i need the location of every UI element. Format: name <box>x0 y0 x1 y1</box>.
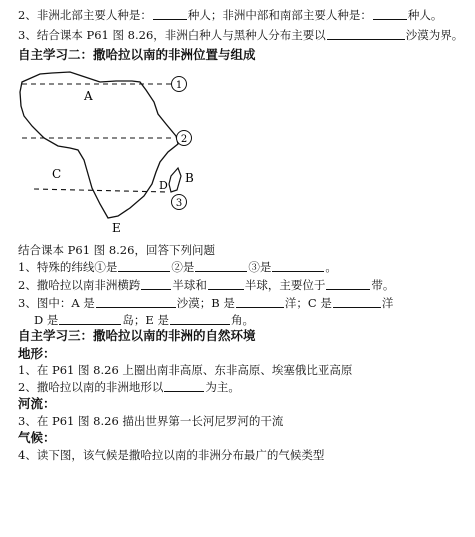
q2-text-c: 种人。 <box>407 8 443 22</box>
s3-text-b: 沙漠；B 是 <box>176 296 235 310</box>
q3-text-a: 3、结合课本 P61 图 8.26，非洲白种人与黑种人分布主要以 <box>18 28 326 42</box>
d2-text-a: 2、撒哈拉以南的非洲地形以 <box>18 380 164 394</box>
answer-blank[interactable] <box>236 296 284 308</box>
section-heading-3: 自主学习三：撒哈拉以南的非洲的自然环境 <box>18 328 256 343</box>
s3-text-c: 洋；C 是 <box>284 296 332 310</box>
subquestion-1 <box>18 260 337 274</box>
africa-outline <box>20 72 178 218</box>
map-label-c: C <box>52 167 62 181</box>
q2-text-b: 种人；非洲中部和南部主要人种是： <box>187 8 372 22</box>
subquestion-3-cont <box>34 313 254 327</box>
s3b-text-b: 岛；E 是 <box>122 313 169 327</box>
s1-text-c: ③是 <box>248 260 272 274</box>
map-label-b: B <box>185 171 194 185</box>
answer-blank[interactable] <box>153 8 187 20</box>
s3b-text-c: 角。 <box>230 313 254 327</box>
question-3 <box>18 28 463 42</box>
answer-blank[interactable] <box>373 8 407 20</box>
topic-rivers: 河流： <box>18 396 56 411</box>
subquestion-3 <box>18 296 393 310</box>
d2-text-b: 为主。 <box>205 380 240 394</box>
terrain-q1: 1、在 P61 图 8.26 上圈出南非高原、东非高原、埃塞俄比亚高原 <box>18 363 353 377</box>
river-q3: 3、在 P61 图 8.26 描出世界第一长河尼罗河的干流 <box>18 414 284 428</box>
s2-text-a: 2、撒哈拉以南非洲横跨 <box>18 278 141 292</box>
answer-blank[interactable] <box>333 296 381 308</box>
s3-text-d: 洋 <box>381 296 394 310</box>
marker-2-label: 2 <box>180 134 188 145</box>
marker-3-label: 3 <box>175 198 183 209</box>
answer-blank[interactable] <box>326 278 370 290</box>
section-heading-2: 自主学习二：撒哈拉以南的非洲位置与组成 <box>18 47 256 62</box>
s2-text-d: 带。 <box>371 278 395 292</box>
climate-q4: 4、读下图，该气候是撒哈拉以南的非洲分布最广的气候类型 <box>18 448 325 462</box>
answer-blank[interactable] <box>208 278 244 290</box>
s1-text-d: 。 <box>325 260 337 274</box>
topic-climate: 气候： <box>18 430 56 445</box>
question-2 <box>18 8 442 22</box>
s2-text-b: 半球和 <box>172 278 207 292</box>
terrain-q2 <box>18 380 240 394</box>
intro-text: 结合课本 P61 图 8.26，回答下列问题 <box>18 243 215 257</box>
madagascar-outline <box>169 168 181 192</box>
marker-1-label: 1 <box>175 80 183 91</box>
q3-text-b: 沙漠为界。 <box>405 28 464 42</box>
map-label-e: E <box>112 221 121 235</box>
map-label-a: A <box>84 89 93 103</box>
answer-blank[interactable] <box>195 260 247 272</box>
s3b-text-a: D 是 <box>34 313 59 327</box>
s1-text-b: ②是 <box>171 260 195 274</box>
topic-terrain: 地形： <box>18 346 56 361</box>
answer-blank[interactable] <box>141 278 171 290</box>
answer-blank[interactable] <box>170 313 230 325</box>
answer-blank[interactable] <box>118 260 170 272</box>
answer-blank[interactable] <box>59 313 121 325</box>
q2-text-a: 2、非洲北部主要人种是： <box>18 8 152 22</box>
africa-map <box>18 68 198 236</box>
s2-text-c: 半球，主要位于 <box>244 278 326 292</box>
s1-text-a: 1、特殊的纬线①是 <box>18 260 118 274</box>
answer-blank[interactable] <box>327 28 405 40</box>
answer-blank[interactable] <box>272 260 324 272</box>
s3-text-a: 3、图中：A 是 <box>18 296 95 310</box>
answer-blank[interactable] <box>96 296 176 308</box>
subquestion-2 <box>18 278 394 292</box>
answer-blank[interactable] <box>164 380 204 392</box>
map-label-d: D <box>159 179 168 192</box>
